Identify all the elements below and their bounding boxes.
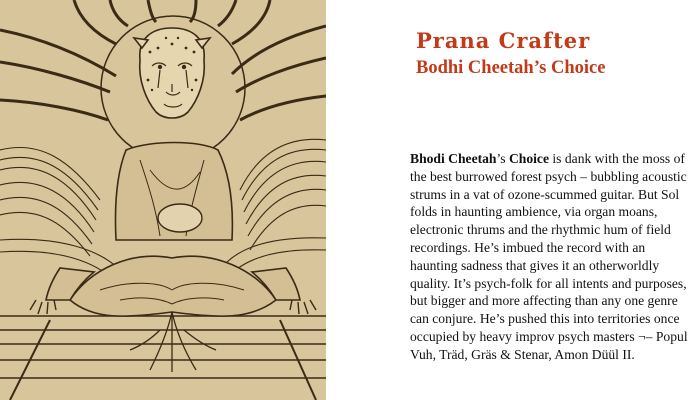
- review-lead-bold-2: Choice: [508, 151, 549, 166]
- cheetah-figure-illustration: [0, 0, 326, 400]
- review-lead-mid: ’s: [496, 151, 509, 166]
- review-body: is dank with the moss of the best burrowed forest psych – bubbling acoustic strums in a vat of ozone-scummed guitar. But Sol folds in haunting ambience, via organ moans, electronic thrums and the rhythmic hum of field recordings. He’s imbued the record with an haunting sadness that gives it an otherworldly quality. It’s psych-folk for all intents and purposes, but bigger and more affecting than any one genre can conjure. He’s pushed this into territories once occupied by heavy improv psych masters ¬– Popul Vuh, Träd, Gräs & Stenar, Amon Düül II.: [410, 151, 688, 362]
- review-lead-bold-1: Bhodi Cheetah: [410, 151, 497, 166]
- album-title: Bodhi Cheetah’s Choice: [416, 58, 606, 78]
- album-cover: [0, 0, 326, 400]
- artist-name: Prana Crafter: [416, 28, 591, 53]
- review-text: [410, 150, 692, 364]
